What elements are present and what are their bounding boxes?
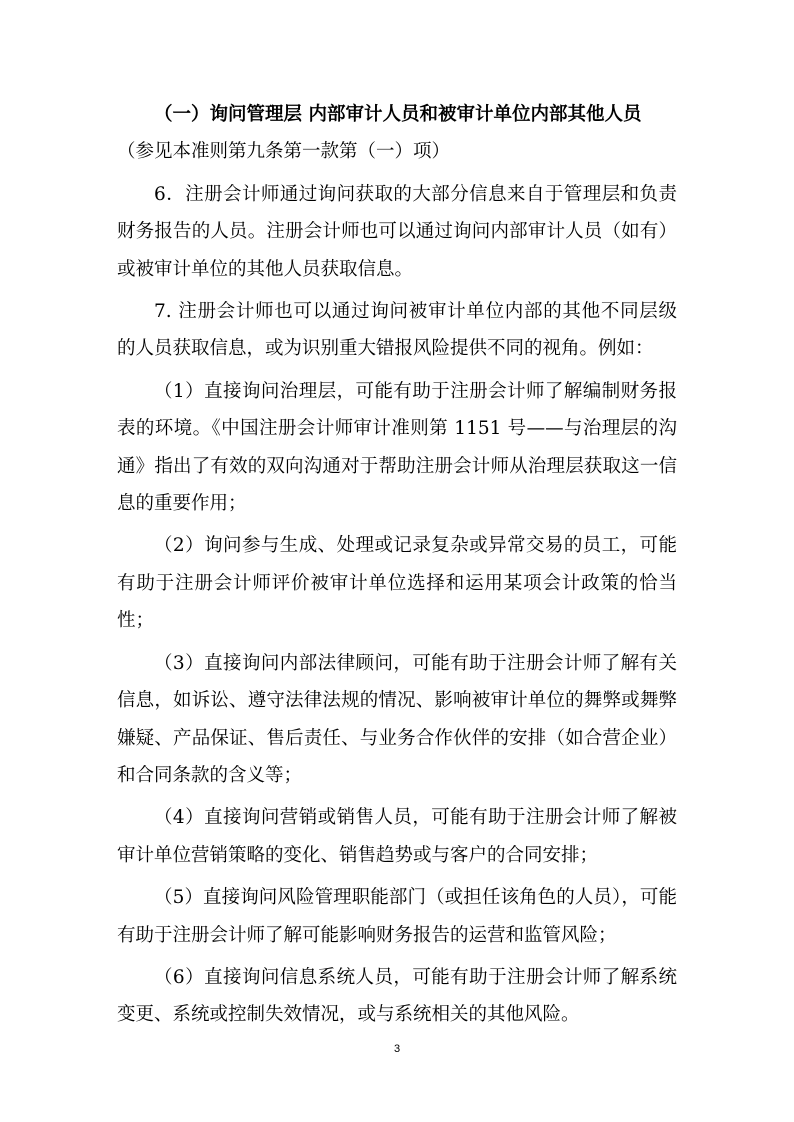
document-page <box>117 96 677 1039</box>
list-item-3: （3）直接询问内部法律顾问，可能有助于注册会计师了解有关信息，如诉讼、遵守法律法规的情况、影响被审计单位的舞弊或舞弊嫌疑、产品保证、售后责任、与业务合作伙伴的安排（如合营企业）和合同条款的含义等； <box>117 652 677 786</box>
list-item-1: （1）直接询问治理层，可能有助于注册会计师了解编制财务报表的环境。《中国注册会计师审计准则第 1151 号——与治理层的沟通》指出了有效的双向沟通对于帮助注册会计师从治理层获取这一信息的重要作用； <box>117 380 677 515</box>
paragraph-6: 6．注册会计师通过询问获取的大部分信息来自于管理层和负责财务报告的人员。注册会计师也可以通过询问内部审计人员（如有）或被审计单位的其他人员获取信息。 <box>117 183 677 280</box>
paragraph-7: 7. 注册会计师也可以通过询问被审计单位内部的其他不同层级的人员获取信息，或为识别重大错报风险提供不同的视角。例如： <box>117 301 677 360</box>
list-item-5: （5）直接询问风险管理职能部门（或担任该角色的人员），可能有助于注册会计师了解可能影响财务报告的运营和监管风险； <box>117 887 677 946</box>
list-item-4: （4）直接询问营销或销售人员，可能有助于注册会计师了解被审计单位营销策略的变化、销售趋势或与客户的合同安排； <box>117 807 677 866</box>
section-heading-title: （一）询问管理层 内部审计人员和被审计单位内部其他人员 <box>154 104 642 125</box>
list-item-6: （6）直接询问信息系统人员，可能有助于注册会计师了解系统变更、系统或控制失效情况，或与系统相关的其他风险。 <box>117 966 677 1026</box>
section-heading-reference: （参见本准则第九条第一款第（一）项） <box>117 141 451 163</box>
page-number: 3 <box>393 1043 401 1055</box>
section-heading <box>117 96 677 171</box>
list-item-2: （2）询问参与生成、处理或记录复杂或异常交易的员工，可能有助于注册会计师评价被审计单位选择和运用某项会计政策的恰当性； <box>117 535 677 632</box>
